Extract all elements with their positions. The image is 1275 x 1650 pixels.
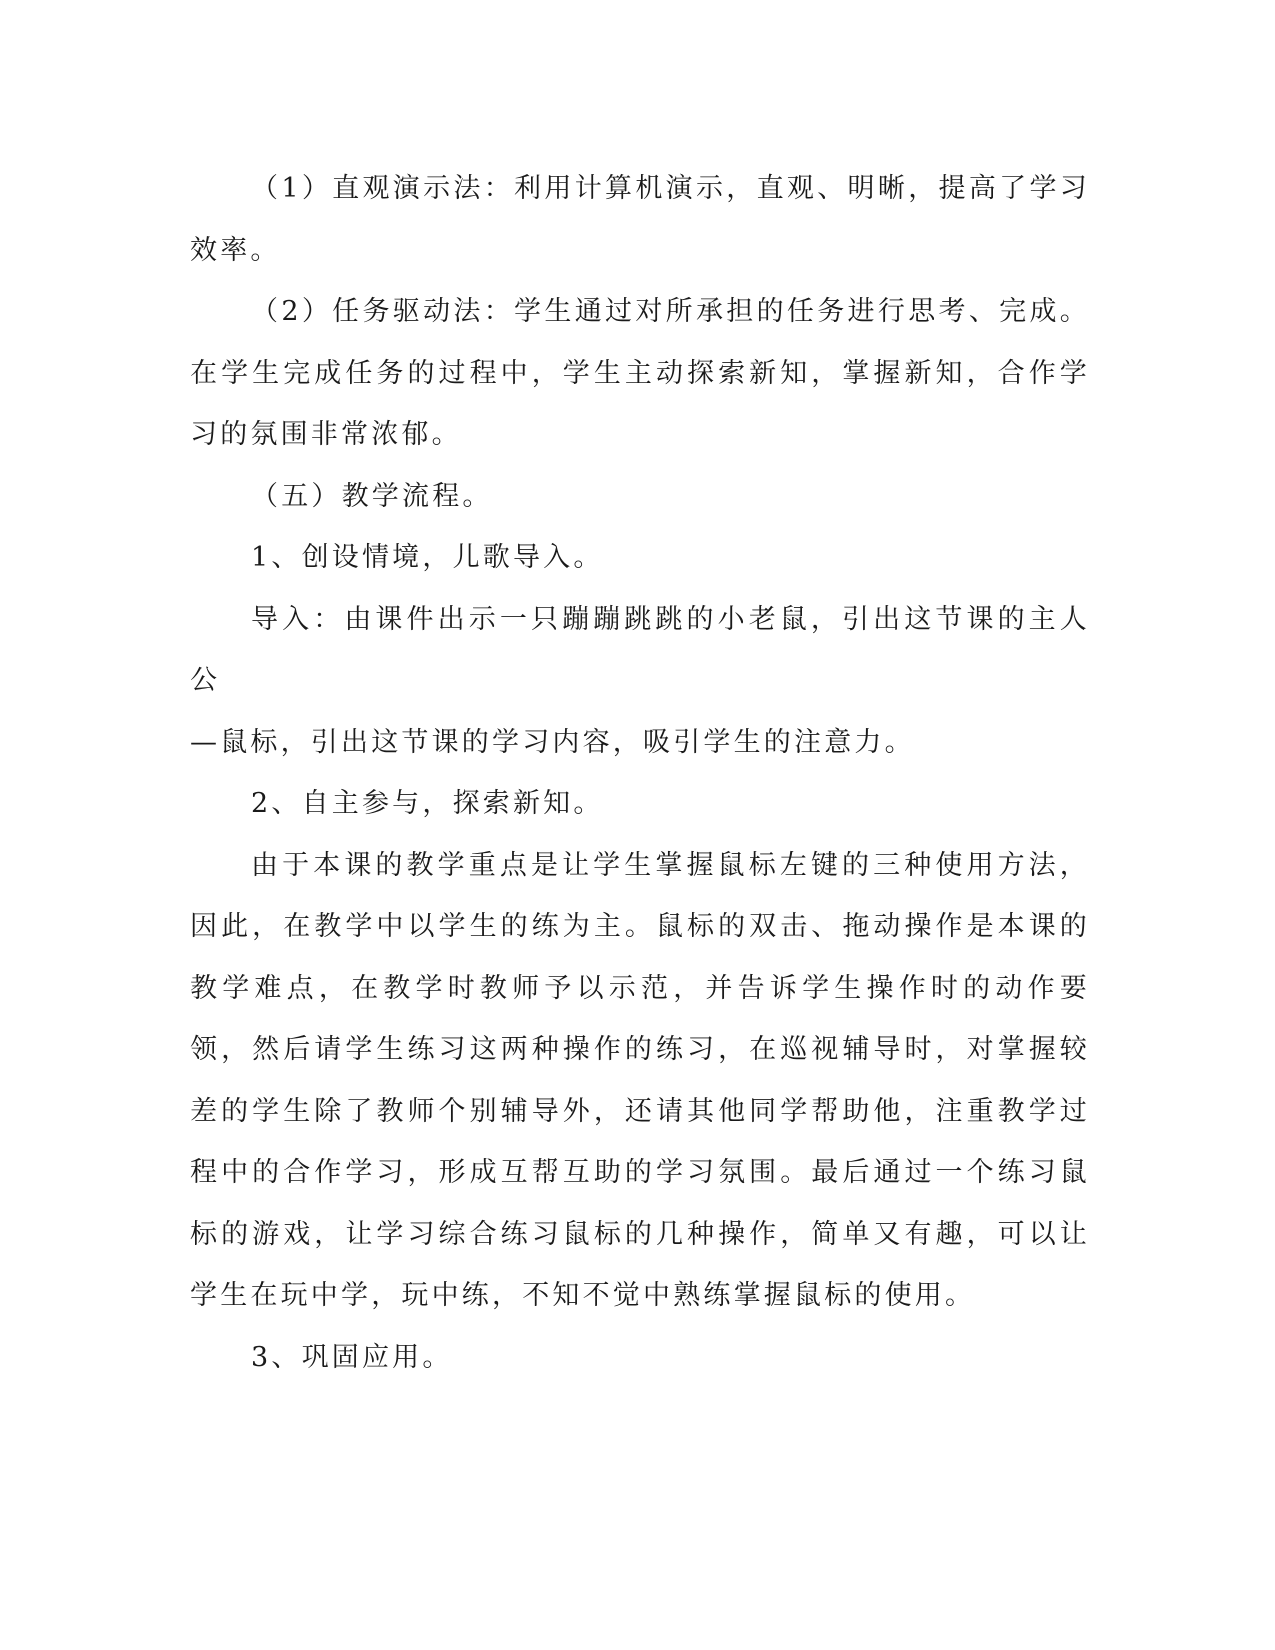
paragraph-exploration: 由于本课的教学重点是让学生掌握鼠标左键的三种使用方法，因此，在教学中以学生的练为主。鼠标的双击、拖动操作是本课的教学难点，在教学时教师予以示范，并告诉学生操作时的动作要领，然后请学生练习这两种操作的练习，在巡视辅导时，对掌握较差的学生除了教师个别辅导外，还请其他同学帮助他，注重教学过程中的合作学习，形成互帮互助的学习氛围。最后通过一个练习鼠标的游戏，让学习综合练习鼠标的几种操作，简单又有趣，可以让学生在玩中学，玩中练，不知不觉中熟练掌握鼠标的使用。 — [190, 849, 1090, 1311]
paragraph-method-demonstration: （1）直观演示法：利用计算机演示，直观、明晰，提高了学习效率。 — [190, 173, 1090, 266]
paragraph-method-task-driven: （2）任务驱动法：学生通过对所承担的任务进行思考、完成。在学生完成任务的过程中，学生主动探索新知，掌握新知，合作学习的氛围非常浓郁。 — [190, 296, 1090, 450]
document-body — [190, 158, 1090, 1388]
paragraph-introduction: 导入：由课件出示一只蹦蹦跳跳的小老鼠，引出这节课的主人公 — [190, 603, 1090, 696]
section-heading-teaching-process: （五）教学流程。 — [251, 480, 493, 512]
step-heading-3: 3、巩固应用。 — [251, 1341, 453, 1373]
paragraph-introduction-continued: —鼠标，引出这节课的学习内容，吸引学生的注意力。 — [190, 726, 915, 758]
step-heading-1: 1、创设情境，儿歌导入。 — [251, 542, 604, 573]
step-heading-2: 2、自主参与，探索新知。 — [251, 788, 604, 819]
